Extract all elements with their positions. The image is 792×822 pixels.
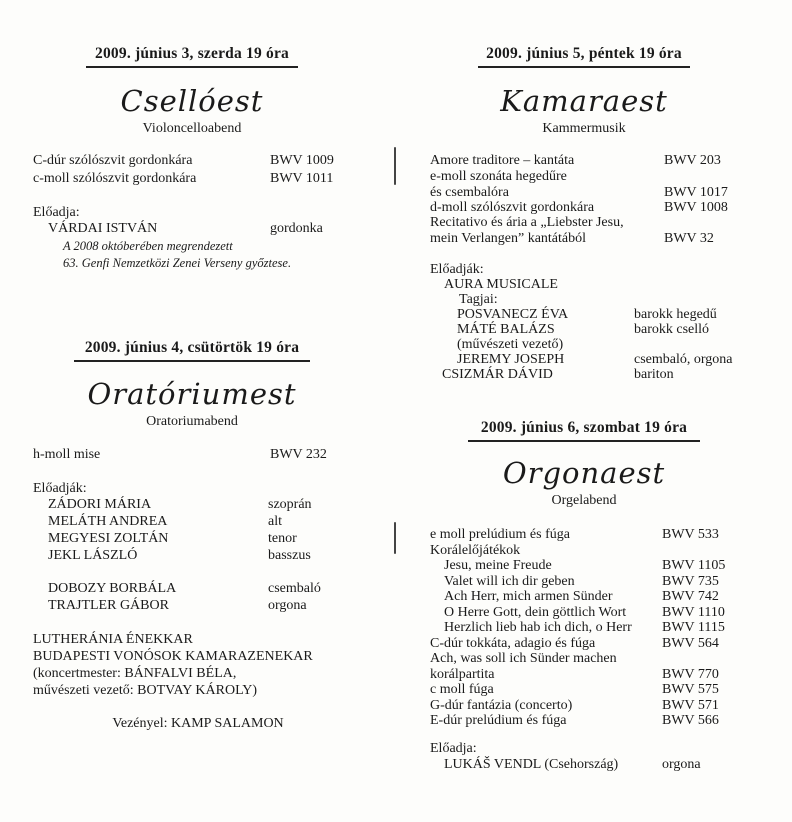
organ-work: Valet will ich dir geben <box>444 574 575 589</box>
organ-bwv: BWV 742 <box>662 589 719 604</box>
concert3-members-label: Tagjai: <box>459 292 498 307</box>
organ-bwv: BWV 770 <box>662 667 719 682</box>
member-role: csembaló, orgona <box>634 352 733 367</box>
concert3-work: Recitativo és ária a „Liebster Jesu, <box>430 215 624 230</box>
concert1-date: 2009. június 3, szerda 19 óra <box>86 45 298 68</box>
concert4-performer-name: LUKÁŠ VENDL (Csehország) <box>444 757 619 772</box>
organ-work: e moll prelúdium és fúga <box>430 527 570 542</box>
ensemble-line: LUTHERÁNIA ÉNEKKAR <box>33 632 193 647</box>
performer-name: MEGYESI ZOLTÁN <box>48 531 169 546</box>
concert3-subtitle: Kammermusik <box>542 121 626 136</box>
performer-role: alt <box>268 514 282 529</box>
concert3-work: d-moll szólószvit gordonkára <box>430 200 595 215</box>
organ-bwv: BWV 564 <box>662 636 719 651</box>
organ-work: c moll fúga <box>430 682 494 697</box>
organ-work: O Herre Gott, dein göttlich Wort <box>444 605 627 620</box>
performer-role: tenor <box>268 531 297 546</box>
concert1-bwv: BWV 1009 <box>270 153 334 168</box>
concert1-note: A 2008 októberében megrendezett <box>63 239 233 253</box>
concert3-bwv: BWV 32 <box>664 231 714 246</box>
concert4-performer-role: orgona <box>662 757 701 772</box>
performer-role: szoprán <box>268 497 312 512</box>
concert3-title: Kamaraest <box>500 84 668 118</box>
organ-work: korálpartita <box>430 667 495 682</box>
concert1-note: 63. Genfi Nemzetközi Zenei Verseny győztese. <box>63 256 292 270</box>
concert4-subtitle: Orgelabend <box>551 493 617 508</box>
concert2-conductor: Vezényel: KAMP SALAMON <box>112 716 284 731</box>
organ-bwv: BWV 566 <box>662 713 719 728</box>
organ-work: Jesu, meine Freude <box>444 558 552 573</box>
organ-bwv: BWV 1115 <box>662 620 725 635</box>
concert3-performer-label: Előadják: <box>430 262 484 277</box>
concert2-bwv: BWV 232 <box>270 447 327 462</box>
member-name: POSVANECZ ÉVA <box>457 307 569 322</box>
performer-name: JEKL LÁSZLÓ <box>48 548 138 563</box>
organ-work: Korálelőjátékok <box>430 543 521 558</box>
concert3-ensemble: AURA MUSICALE <box>444 277 558 292</box>
concert4-title: Orgonaest <box>502 456 666 490</box>
concert1-performer-label: Előadja: <box>33 205 80 220</box>
member-name: JEREMY JOSEPH <box>457 352 565 367</box>
concert3-work: és csembalóra <box>430 185 509 200</box>
concert2-work: h-moll mise <box>33 447 101 462</box>
concert2-title: Oratóriumest <box>87 377 297 411</box>
fold-mark <box>394 522 396 554</box>
concert3-bwv: BWV 203 <box>664 153 721 168</box>
concert2-date: 2009. június 4, csütörtök 19 óra <box>74 339 310 362</box>
concert4-date: 2009. június 6, szombat 19 óra <box>468 419 700 442</box>
organ-bwv: BWV 533 <box>662 527 719 542</box>
member-role: barokk hegedű <box>634 307 717 322</box>
concert3-soloist-role: bariton <box>634 367 674 382</box>
performer-name: DOBOZY BORBÁLA <box>48 581 177 596</box>
performer-role: csembaló <box>268 581 321 596</box>
organ-bwv: BWV 1110 <box>662 605 725 620</box>
organ-bwv: BWV 571 <box>662 698 719 713</box>
member-name: MÁTÉ BALÁZS <box>457 322 555 337</box>
member-role: barokk cselló <box>634 322 710 337</box>
organ-bwv: BWV 735 <box>662 574 719 589</box>
concert4-performer-label: Előadja: <box>430 741 477 756</box>
concert3-bwv: BWV 1008 <box>664 200 728 215</box>
concert1-work: c-moll szólószvit gordonkára <box>33 171 197 186</box>
organ-work: C-dúr tokkáta, adagio és fúga <box>430 636 596 651</box>
concert3-soloist-name: CSIZMÁR DÁVID <box>442 367 553 382</box>
performer-name: ZÁDORI MÁRIA <box>48 497 152 512</box>
concert2-performer-label: Előadják: <box>33 481 87 496</box>
performer-name: MELÁTH ANDREA <box>48 514 168 529</box>
concert3-bwv: BWV 1017 <box>664 185 728 200</box>
organ-work: Ach Herr, mich armen Sünder <box>444 589 613 604</box>
concert1-performer-role: gordonka <box>270 221 323 236</box>
concert1-subtitle: Violoncelloabend <box>142 121 242 136</box>
concert1-performer-name: VÁRDAI ISTVÁN <box>48 221 158 236</box>
concert1-work: C-dúr szólószvit gordonkára <box>33 153 193 168</box>
organ-work: Ach, was soll ich Sünder machen <box>430 651 617 666</box>
concert1-bwv: BWV 1011 <box>270 171 334 186</box>
performer-name: TRAJTLER GÁBOR <box>48 598 169 613</box>
fold-mark <box>394 147 396 185</box>
concert3-work: Amore traditore – kantáta <box>430 153 575 168</box>
performer-role: orgona <box>268 598 307 613</box>
organ-work: Herzlich lieb hab ich dich, o Herr <box>444 620 632 635</box>
concert3-date: 2009. június 5, péntek 19 óra <box>478 45 690 68</box>
organ-work: G-dúr fantázia (concerto) <box>430 698 573 713</box>
performer-role: basszus <box>268 548 311 563</box>
member-name: (művészeti vezető) <box>457 337 564 352</box>
concert3-work: mein Verlangen” kantátából <box>430 231 587 246</box>
ensemble-line: BUDAPESTI VONÓSOK KAMARAZENEKAR <box>33 649 313 664</box>
concert1-title: Csellóest <box>120 84 264 118</box>
ensemble-line: (koncertmester: BÁNFALVI BÉLA, <box>33 666 237 681</box>
concert3-work: e-moll szonáta hegedűre <box>430 169 567 184</box>
organ-bwv: BWV 1105 <box>662 558 726 573</box>
organ-work: E-dúr prelúdium és fúga <box>430 713 567 728</box>
concert2-subtitle: Oratoriumabend <box>146 414 238 429</box>
organ-bwv: BWV 575 <box>662 682 719 697</box>
ensemble-line: művészeti vezető: BOTVAY KÁROLY) <box>33 683 257 698</box>
